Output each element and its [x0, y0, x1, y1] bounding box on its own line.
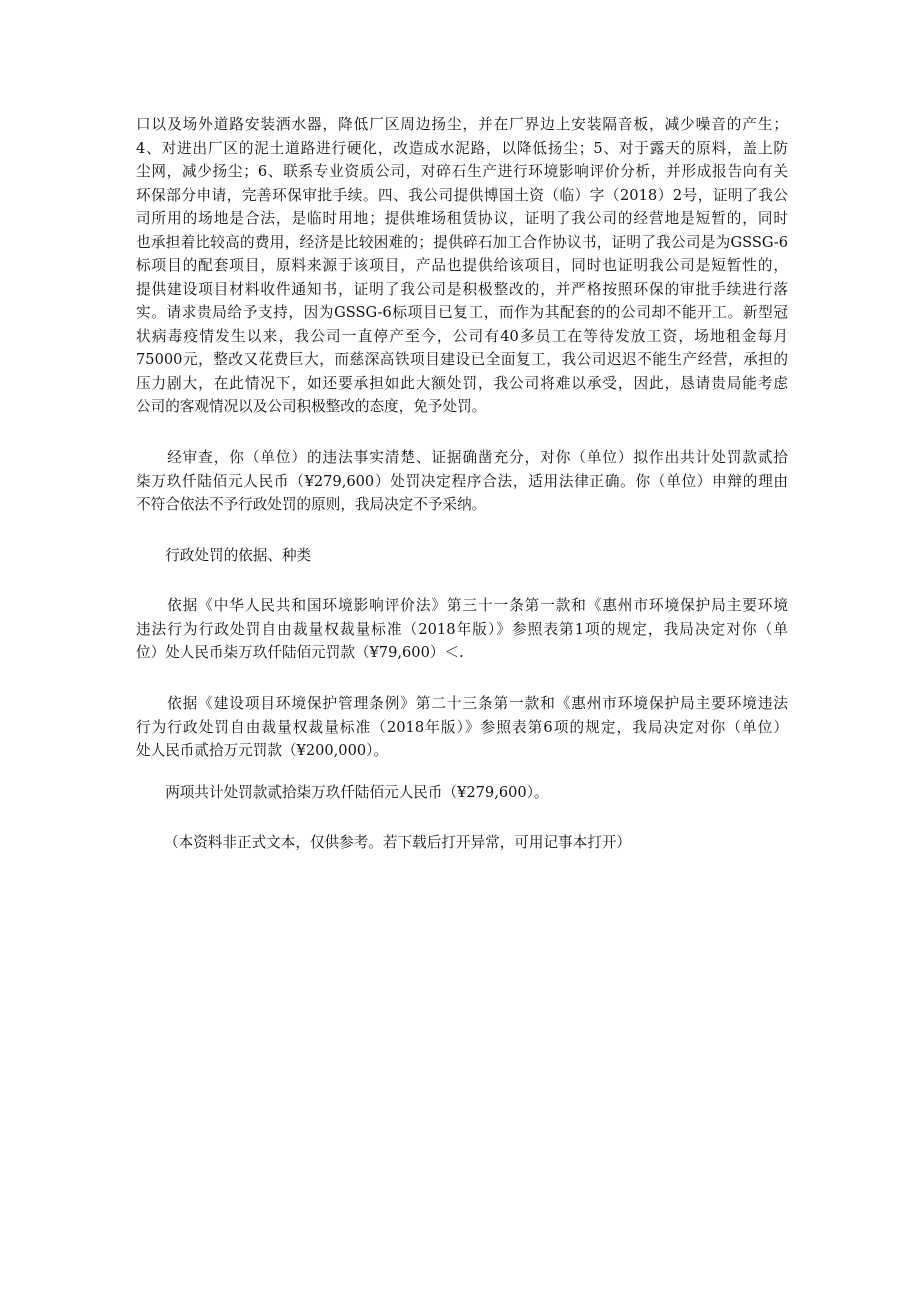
paragraph-penalty-basis-eia-law [136, 594, 788, 665]
text-line: 依据《中华人民共和国环境影响评价法》第三十一条第一款和《惠州市环境保护局主要环境 [136, 597, 788, 614]
text-line: 尘网，减少扬尘；6、联系专业资质公司，对碎石生产进行环境影响评价分析，并形成报告向有关 [136, 163, 788, 180]
text-line: 标项目的配套项目，原料来源于该项目，产品也提供给该项目，同时也证明我公司是短暂性的， [136, 257, 788, 274]
text-line: 依据《建设项目环境保护管理条例》第二十三条第一款和《惠州市环境保护局主要环境违法 [136, 695, 788, 712]
section-heading-penalty-basis [136, 544, 788, 568]
text-line: 经审查，你（单位）的违法事实清楚、证据确凿充分，对你（单位）拟作出共计处罚款贰拾 [136, 449, 788, 466]
paragraph-appeal-statement [136, 113, 788, 419]
text-line: 不符合依法不予行政处罚的原则，我局决定不予采纳。 [136, 496, 487, 513]
text-line: 提供建设项目材料收件通知书，证明了我公司是积极整改的，并严格按照环保的审批手续进行落 [136, 280, 788, 298]
text-line: 位）处人民币柒万玖仟陆佰元罚款（¥79,600）＜. [136, 644, 464, 661]
footer-disclaimer-note: （本资料非正式文本，仅供参考。若下载后打开异常，可用记事本打开） [164, 834, 632, 851]
text-line: 司所用的场地是合法，是临时用地；提供堆场租赁协议，证明了我公司的经营地是短暂的，同时 [136, 210, 788, 227]
text-line: 柒万玖仟陆佰元人民币（¥279,600）处罚决定程序合法，适用法律正确。你（单位）申辩的理由 [136, 472, 788, 490]
text-line: 压力剧大，在此情况下，如还要承担如此大额处罚，我公司将难以承受，因此，恳请贵局能考虑 [136, 374, 788, 392]
text-line: 口以及场外道路安装洒水器，降低厂区周边扬尘，并在厂界边上安装隔音板，减少噪音的产生； [136, 116, 788, 133]
text-line: 公司的客观情况以及公司积极整改的态度，免予处罚。 [136, 398, 487, 415]
text-line: 两项共计处罚款贰拾柒万玖仟陆佰元人民币（¥279,600）。 [136, 784, 549, 801]
text-line: 违法行为行政处罚自由裁量权裁量标准（2018年版）》参照表第1项的规定，我局决定对你（单 [136, 620, 788, 638]
text-line: 行为行政处罚自由裁量权裁量标准（2018年版）》参照表第6项的规定，我局决定对你（单位） [136, 718, 788, 736]
text-line: 行政处罚的依据、种类 [136, 547, 312, 564]
text-line: 状病毒疫情发生以来，我公司一直停产至今，公司有40多员工在等待发放工资，场地租金每月 [136, 327, 788, 345]
paragraph-total-penalty [136, 781, 788, 805]
text-line: 4、对进出厂区的泥土道路进行硬化，改造成水泥路，以降低扬尘；5、对于露天的原料，盖上防 [136, 139, 788, 157]
paragraph-penalty-basis-regulation [136, 692, 788, 763]
text-line: 处人民币贰拾万元罚款（¥200,000）。 [136, 742, 389, 759]
paragraph-review-conclusion [136, 446, 788, 517]
text-line: 也承担着比较高的费用，经济是比较困难的；提供碎石加工合作协议书，证明了我公司是为GSSG-6 [136, 233, 788, 251]
text-line: 实。请求贵局给予支持，因为GSSG-6标项目已复工，而作为其配套的的公司却不能开工。新型冠 [136, 304, 788, 321]
text-line: 75000元，整改又花费巨大，而慈深高铁项目建设已全面复工，我公司迟迟不能生产经营，承担的 [136, 351, 788, 368]
text-line: 环保部分申请，完善环保审批手续。四、我公司提供博国土资（临）字（2018）2号，证明了我公 [136, 186, 788, 204]
